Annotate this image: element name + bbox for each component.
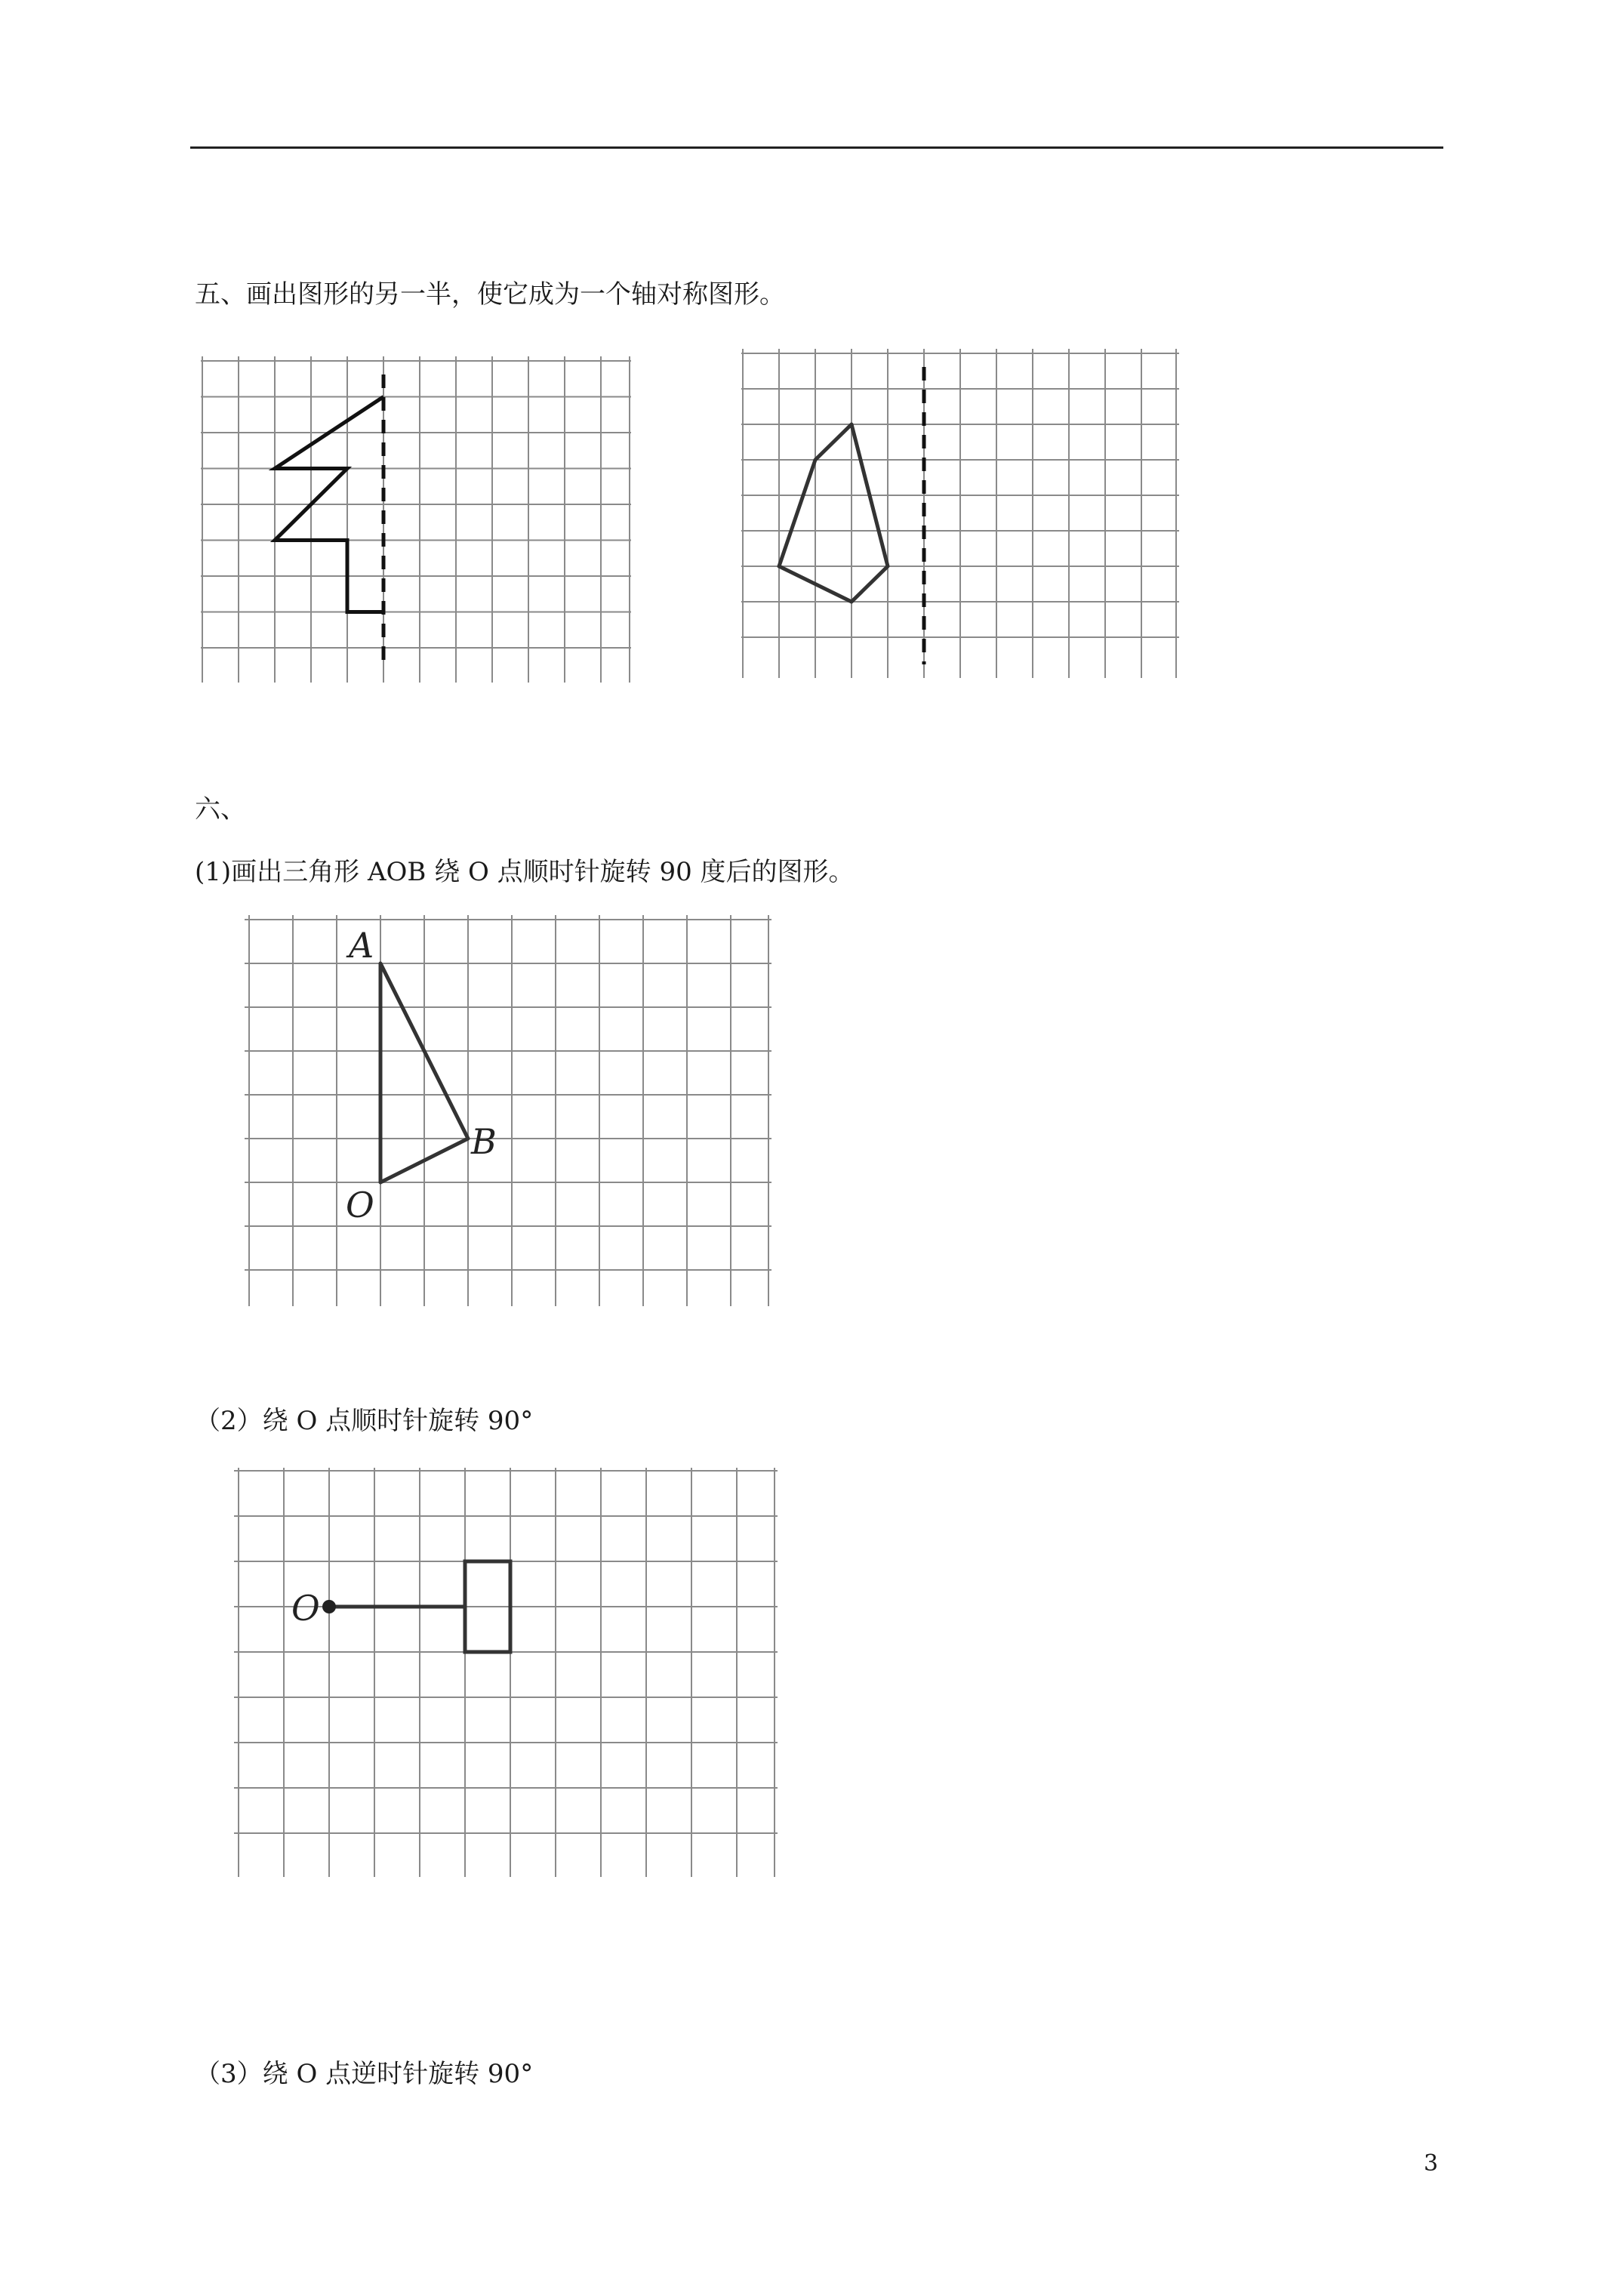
section6-heading: 六、 bbox=[195, 794, 246, 824]
point-a-label: A bbox=[349, 925, 374, 966]
rotation-grid-2 bbox=[231, 1466, 782, 1880]
question-2-text: （2）绕 O 点顺时针旋转 90° bbox=[195, 1406, 534, 1436]
point-o-dot bbox=[322, 1600, 336, 1613]
section5-heading: 五、画出图形的另一半，使它成为一个轴对称图形。 bbox=[195, 279, 785, 310]
pentagon-half-shape bbox=[779, 424, 888, 602]
question-3-text: （3）绕 O 点逆时针旋转 90° bbox=[195, 2059, 534, 2089]
header-rule bbox=[190, 146, 1443, 149]
rotation-grid-1 bbox=[243, 912, 779, 1309]
page-number: 3 bbox=[1424, 2150, 1439, 2177]
symmetry-grid-left bbox=[198, 353, 636, 686]
question-1-text: (1)画出三角形 AOB 绕 O 点顺时针旋转 90 度后的图形。 bbox=[195, 857, 855, 887]
point-b-label: B bbox=[471, 1121, 497, 1162]
point-o-label: O bbox=[291, 1588, 320, 1629]
symmetry-grid-right bbox=[738, 347, 1184, 680]
point-o-label: O bbox=[346, 1185, 374, 1225]
